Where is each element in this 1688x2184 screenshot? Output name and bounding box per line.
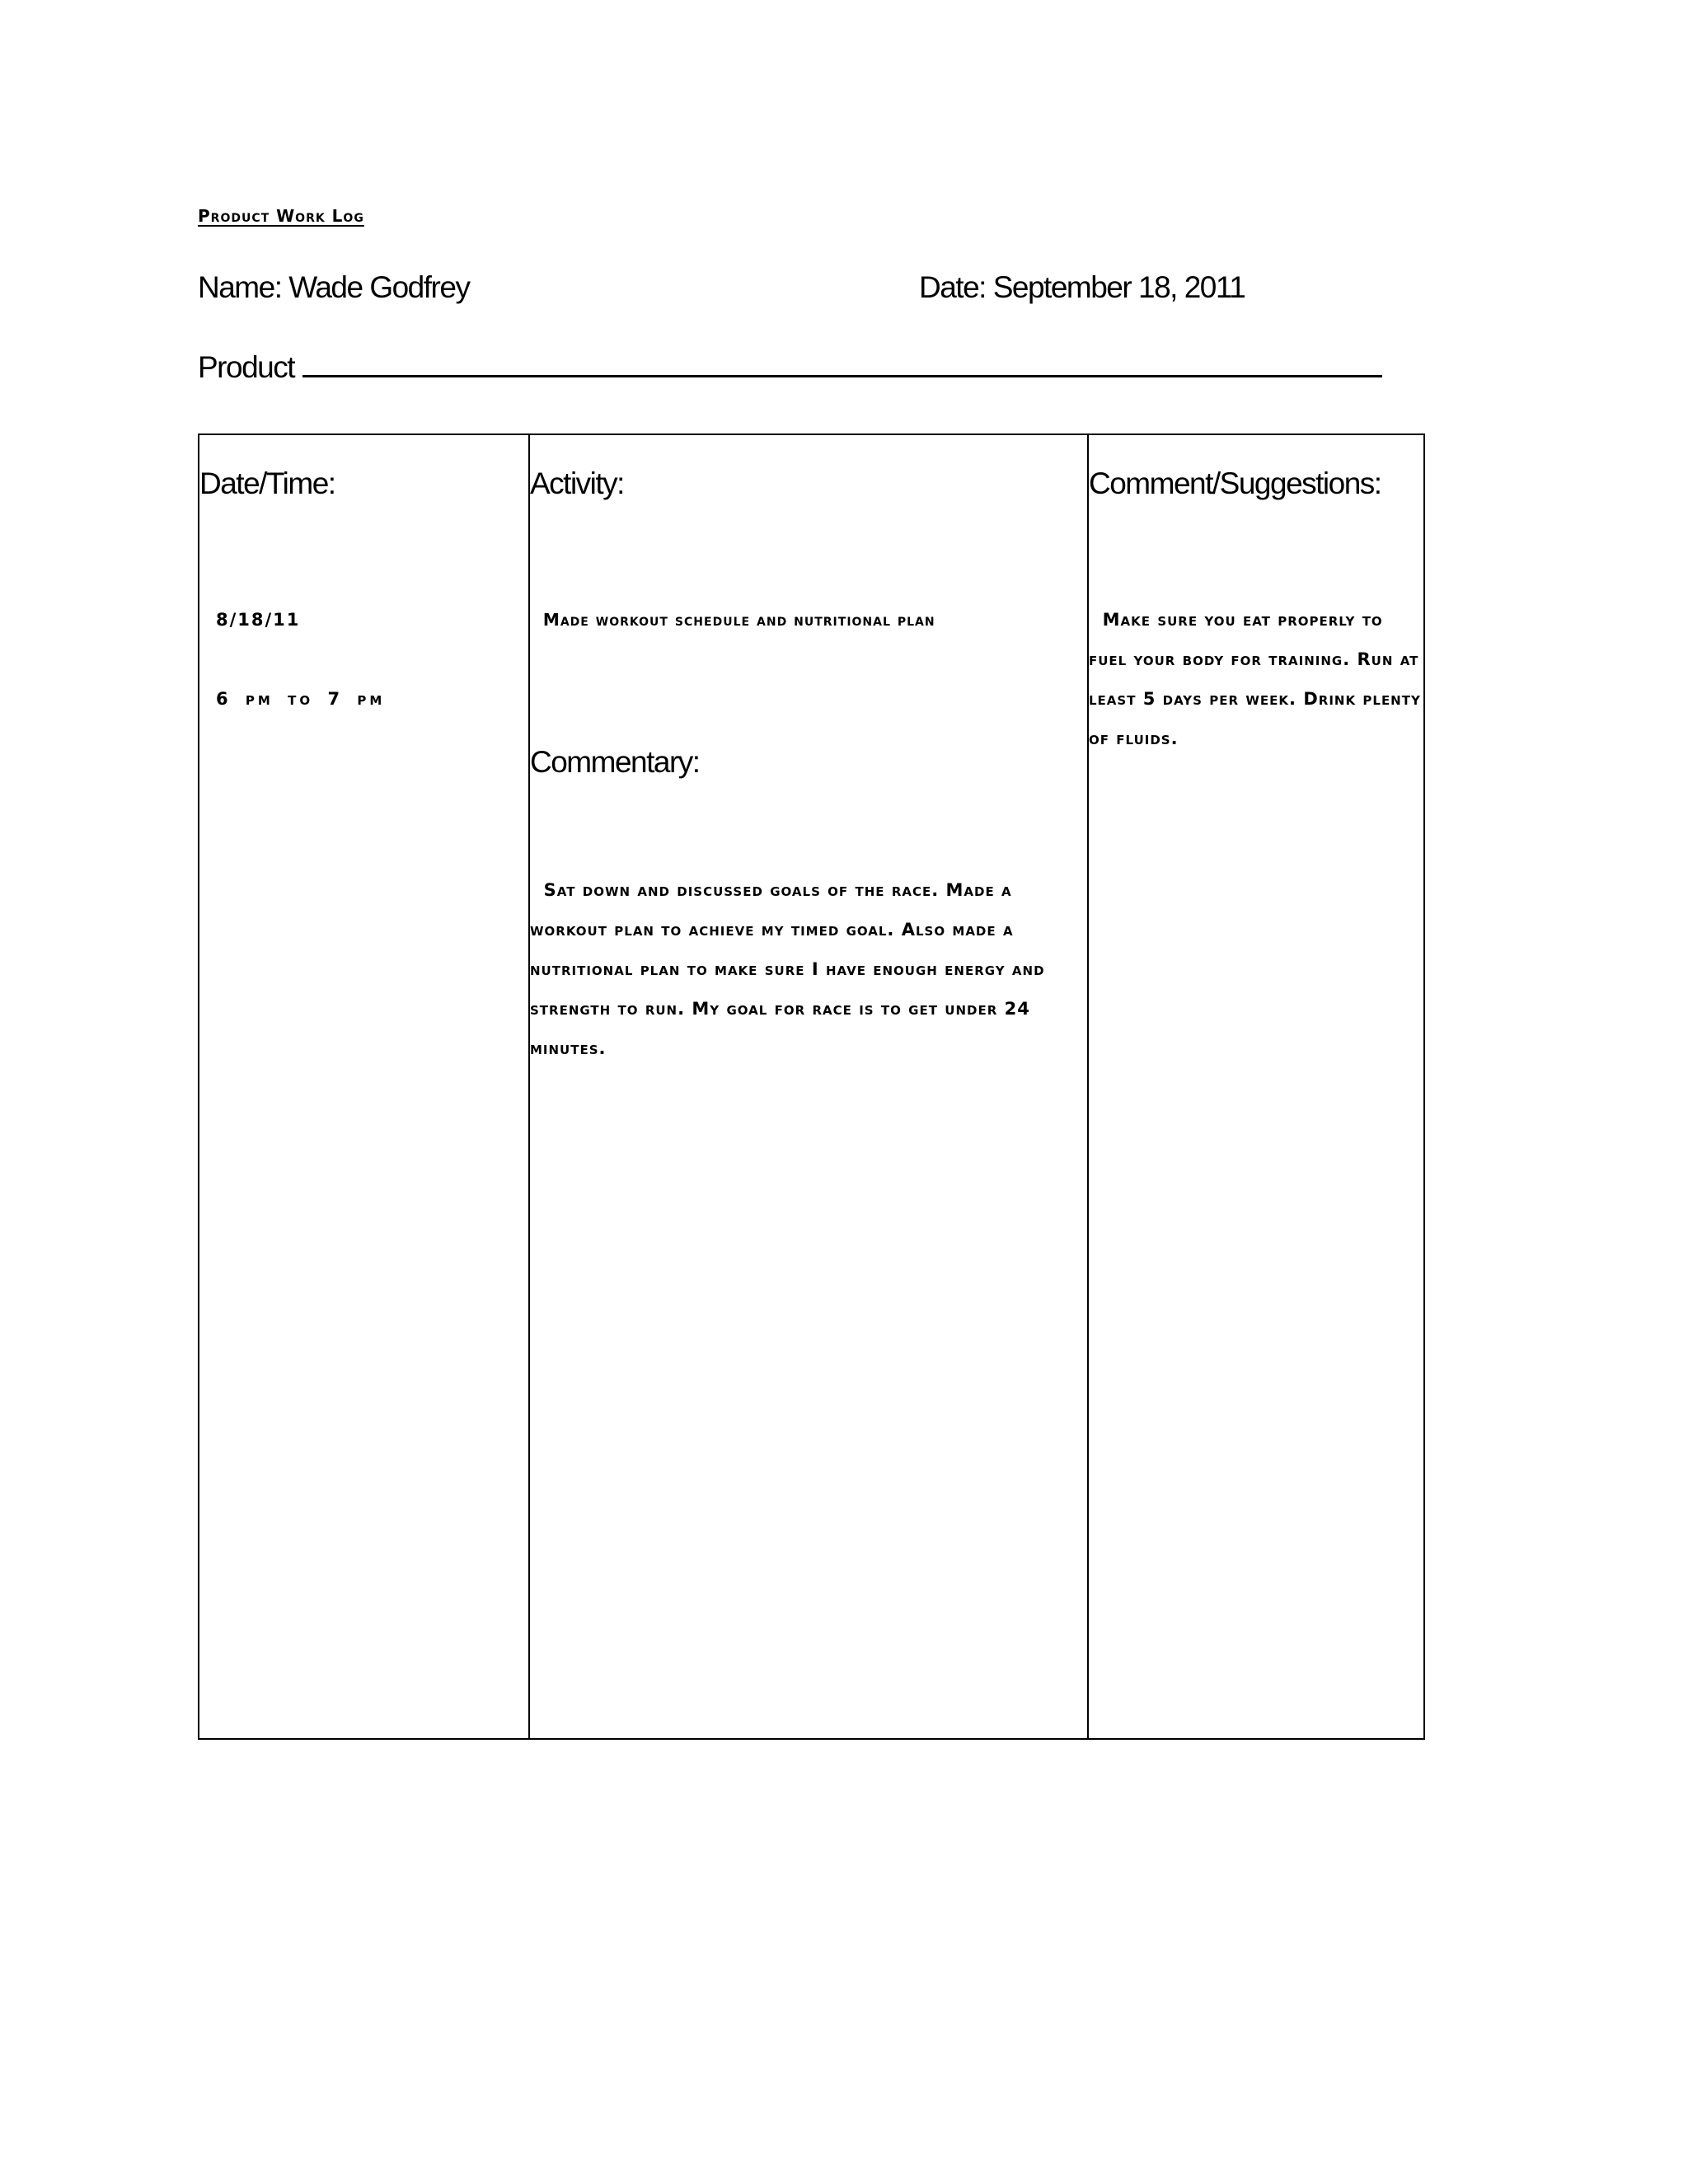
date-label: Date: [919,270,986,304]
work-log-table [198,434,1428,1740]
commentary-text: Sat down and discussed goals of the race. Made a workout plan to achieve my timed goal. Also made a nutritional plan to make sure I have enough energy and strength to run. My goal for race is to get under 24 minutes. [530,880,1052,1058]
product-blank-line [302,350,1382,377]
entry-date: 8/18/11 [216,610,301,630]
activity-text: Made workout schedule and nutritional plan [530,610,935,630]
activity-column [530,435,1089,1738]
name-field [198,270,469,305]
product-label: Product [198,350,295,384]
date-value: September 18, 2011 [992,270,1245,304]
date-time-header: Date/Time: [199,466,335,500]
commentary-header: Commentary: [530,745,700,779]
suggestions-text: Make sure you eat properly to fuel your body for training. Run at least 5 days per week. Drink plenty of fluids. [1089,610,1428,748]
comment-suggestions-column [1089,435,1428,1738]
date-time-column [199,435,530,1738]
date-field [919,270,1245,305]
comment-suggestions-header: Comment/Suggestions: [1089,466,1381,500]
entry-time: 6 pm to 7 pm [216,689,386,709]
name-label: Name: [198,270,282,304]
name-value: Wade Godfrey [288,270,470,304]
document-title: Product Work Log [198,206,364,226]
product-field [198,350,1382,385]
activity-header: Activity: [530,466,624,500]
